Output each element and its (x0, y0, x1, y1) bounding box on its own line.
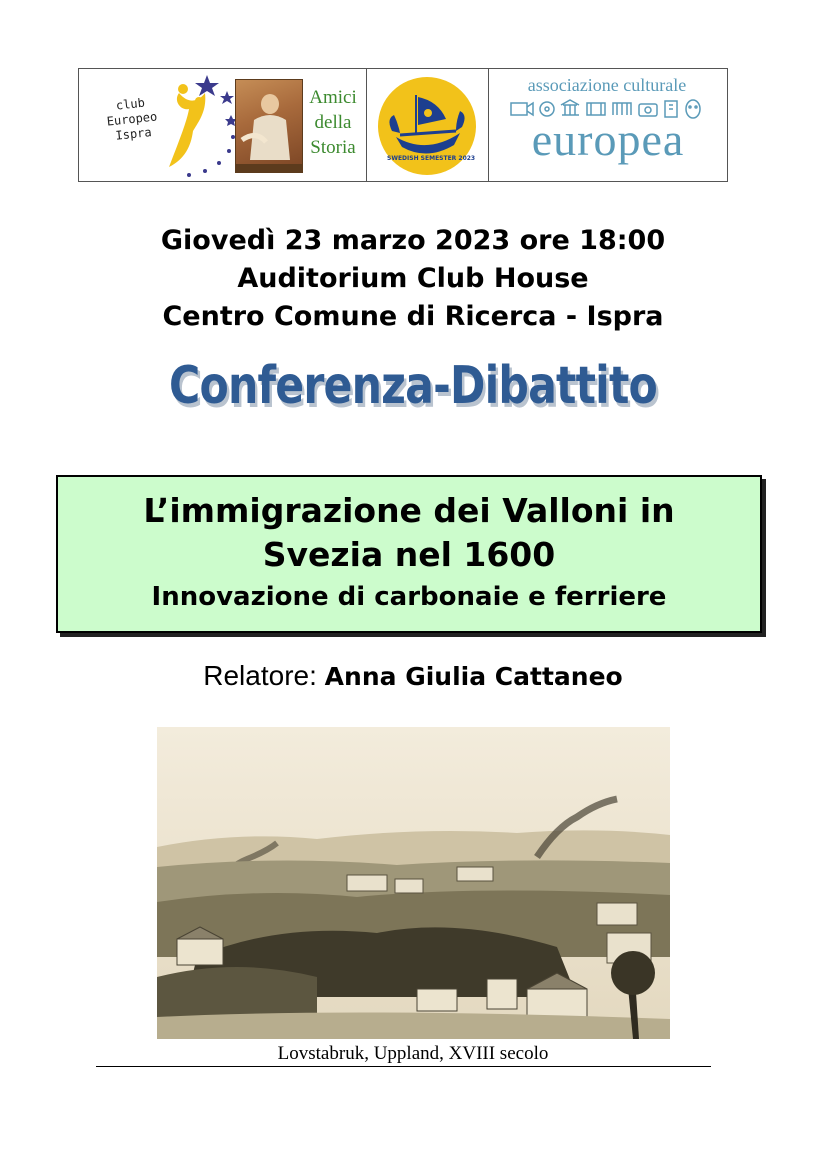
caption-divider (96, 1066, 711, 1067)
event-place: Centro Comune di Ricerca - Ispra (162, 301, 664, 332)
speaker-line (0, 660, 826, 692)
associazione-culturale-text: associazione culturale (527, 75, 687, 95)
painting-figure-icon (236, 80, 302, 172)
lovstabruk-engraving-image (157, 727, 670, 1039)
image-caption: Lovstabruk, Uppland, XVIII secolo (277, 1043, 549, 1064)
logos-right-cell (489, 69, 727, 181)
engraving-landscape-icon (157, 727, 670, 1039)
amici-della-storia-painting (235, 79, 303, 173)
logos-middle-cell (367, 69, 489, 181)
topic-subtitle: Innovazione di carbonaie e ferriere (151, 582, 667, 612)
speaker-label: Relatore: (203, 660, 325, 691)
event-venue: Auditorium Club House (237, 263, 589, 294)
sponsor-logos-strip (78, 68, 728, 182)
event-details (0, 222, 826, 336)
swedish-semester-text: SWEDISH SEMESTER 2023 (387, 155, 476, 162)
europea-logo-text: europea (531, 114, 685, 165)
topic-title-line2: Svezia nel 1600 (262, 535, 556, 574)
club-europeo-ispra-logo-text: club Europeo Ispra (106, 95, 158, 143)
topic-box (56, 475, 762, 633)
event-date: Giovedì 23 marzo 2023 ore 18:00 (160, 225, 666, 256)
logos-left-cell (79, 69, 367, 181)
amici-della-storia-logo-text: Amici della Storia (309, 87, 357, 158)
conference-title: Conferenza-Dibattito (169, 356, 657, 416)
club-europeo-figures-icon (149, 71, 239, 179)
speaker-name: Anna Giulia Cattaneo (324, 662, 623, 691)
topic-title-line1: L’immigrazione dei Valloni in (143, 491, 675, 530)
